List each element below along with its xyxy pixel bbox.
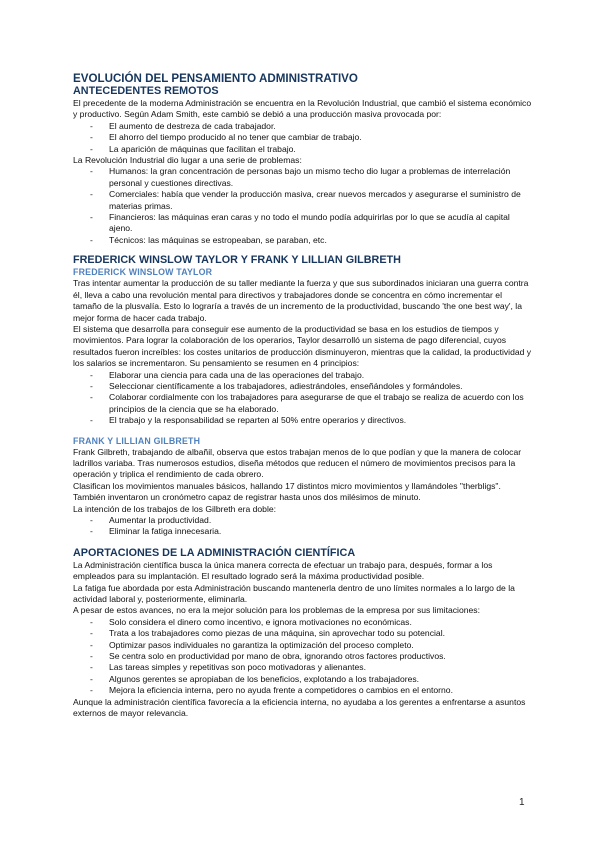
list-item: - El aumento de destreza de cada trabajador. <box>73 121 533 132</box>
list-item: - Solo considera el dinero como incentivo, e ignora motivaciones no económicas. <box>73 617 533 628</box>
principios-list <box>73 370 533 427</box>
list-item: - Seleccionar científicamente a los trabajadores, adiestrándoles, enseñándoles y formándoles. <box>73 381 533 392</box>
list-item: - Humanos: la gran concentración de personas bajo un mismo techo dio lugar a problemas de interrelación personal y cuestiones directivas. <box>73 166 533 189</box>
section-heading-antecedentes: ANTECEDENTES REMOTOS <box>73 85 219 97</box>
list-item: - El trabajo y la responsabilidad se reparten al 50% entre operarios y directivos. <box>73 415 533 426</box>
aportaciones-paragraph-2: La fatiga fue abordada por esta Administración buscando mantenerla dentro de uno límites normales a lo largo de la actividad laboral y, posteriormente, eliminarla. <box>73 582 515 605</box>
problemas-intro: La Revolución Industrial dio lugar a una serie de problemas: <box>73 155 302 166</box>
list-item: - Elaborar una ciencia para cada una de las operaciones del trabajo. <box>73 370 533 381</box>
list-item: - Aumentar la productividad. <box>73 515 533 526</box>
list-item: - Financieros: las máquinas eran caras y no todo el mundo podía adquirirlas por lo que se acudía al capital ajeno. <box>73 212 533 235</box>
list-item: - El ahorro del tiempo producido al no tener que cambiar de trabajo. <box>73 132 533 143</box>
gilbreth-paragraph-3: La intención de los trabajos de los Gilbreth era doble: <box>73 503 277 514</box>
page-content <box>73 72 533 720</box>
gilbreth-paragraph-1: Frank Gilbreth, trabajando de albañil, observa que estos trabajan menos de lo que podían y que la manera de colocar ladrillos variaba. Tras numerosos estudios, diseña métodos que reducen el número de movimientos precisos para la operación y triplica el rendimiento de cada obrero. <box>73 446 522 480</box>
page-number: 1 <box>519 797 525 808</box>
section-heading-aportaciones: APORTACIONES DE LA ADMINISTRACIÓN CIENTÍFICA <box>73 546 356 559</box>
limitaciones-list <box>73 617 533 697</box>
subheading-gilbreth: FRANK Y LILLIAN GILBRETH <box>73 435 201 446</box>
intenciones-list <box>73 515 533 538</box>
aportaciones-paragraph-1: La Administración científica busca la única manera correcta de efectuar un trabajo para, después, formar a los empleados para su implantación. El resultado logrado será la máxima productividad posible. <box>73 559 493 582</box>
causas-list <box>73 121 533 155</box>
list-item: - Optimizar pasos individuales no garantiza la optimización del proceso completo. <box>73 640 533 651</box>
aportaciones-paragraph-3: A pesar de estos avances, no era la mejor solución para los problemas de la empresa por sus limitaciones: <box>73 605 480 616</box>
document-title: EVOLUCIÓN DEL PENSAMIENTO ADMINISTRATIVO <box>73 72 358 85</box>
gilbreth-paragraph-2: Clasifican los movimientos manuales básicos, hallando 17 distintos micro movimientos y llamándoles "therbligs". También inventaron un cronómetro capaz de registrar hasta unos dos milésimos de minuto. <box>73 480 501 503</box>
list-item: - Algunos gerentes se apropiaban de los beneficios, explotando a los trabajadores. <box>73 674 533 685</box>
subheading-taylor: FREDERICK WINSLOW TAYLOR <box>73 267 213 278</box>
antecedentes-intro: El precedente de la moderna Administración se encuentra en la Revolución Industrial, que cambió el sistema económico y productivo. Según Adam Smith, este cambió se debió a una producción masiva provocada por: <box>73 98 532 120</box>
list-item: - Mejora la eficiencia interna, pero no ayuda frente a competidores o cambios en el entorno. <box>73 685 533 696</box>
list-item: - Trata a los trabajadores como piezas de una máquina, sin aprovechar todo su potencial. <box>73 628 533 639</box>
list-item: - Las tareas simples y repetitivas son poco motivadoras y alienantes. <box>73 662 533 673</box>
list-item: - Comerciales: había que vender la producción masiva, crear nuevos mercados y asegurarse el suministro de materias primas. <box>73 189 533 212</box>
list-item: - Eliminar la fatiga innecesaria. <box>73 526 533 537</box>
list-item: - La aparición de máquinas que facilitan el trabajo. <box>73 144 533 155</box>
list-item: - Técnicos: las máquinas se estropeaban, se paraban, etc. <box>73 235 533 246</box>
section-heading-taylor-gilbreth: FREDERICK WINSLOW TAYLOR Y FRANK Y LILLIAN GILBRETH <box>73 254 401 267</box>
list-item: - Se centra solo en productividad por mano de obra, ignorando otros factores productivos. <box>73 651 533 662</box>
aportaciones-conclusion: Aunque la administración científica favorecía a la eficiencia interna, no ayudaba a los gerentes a enfrentarse a asuntos externos de mayor relevancia. <box>73 696 526 719</box>
taylor-paragraph-2: El sistema que desarrolla para conseguir ese aumento de la productividad se basa en los estudios de tiempos y movimientos. Para lograr la colaboración de los operarios, Taylor desarrolló un sistema de pago diferencial, cuyos resultados fueron increíbles: los costes unitarios de producción disminuyeron, mientras que la calidad, la productividad y los salarios se incrementaron. Su pensamiento se resumen en 4 principios: <box>73 323 532 369</box>
list-item: - Colaborar cordialmente con los trabajadores para asegurarse de que el trabajo se realiza de acuerdo con los principios de la ciencia que se ha elaborado. <box>73 392 533 415</box>
taylor-paragraph-1: Tras intentar aumentar la producción de su taller mediante la fuerza y que sus subordinados iniciaran una guerra contra él, lleva a cabo una revolución mental para directivos y trabajadores donde se concentra en cómo incrementar el tamaño de la plusvalía. Esto lo lograría a través de un incremento de la productividad, buscando 'the one best way', la mejor forma de hacer cada trabajo. <box>73 278 529 323</box>
problemas-list <box>73 166 533 246</box>
